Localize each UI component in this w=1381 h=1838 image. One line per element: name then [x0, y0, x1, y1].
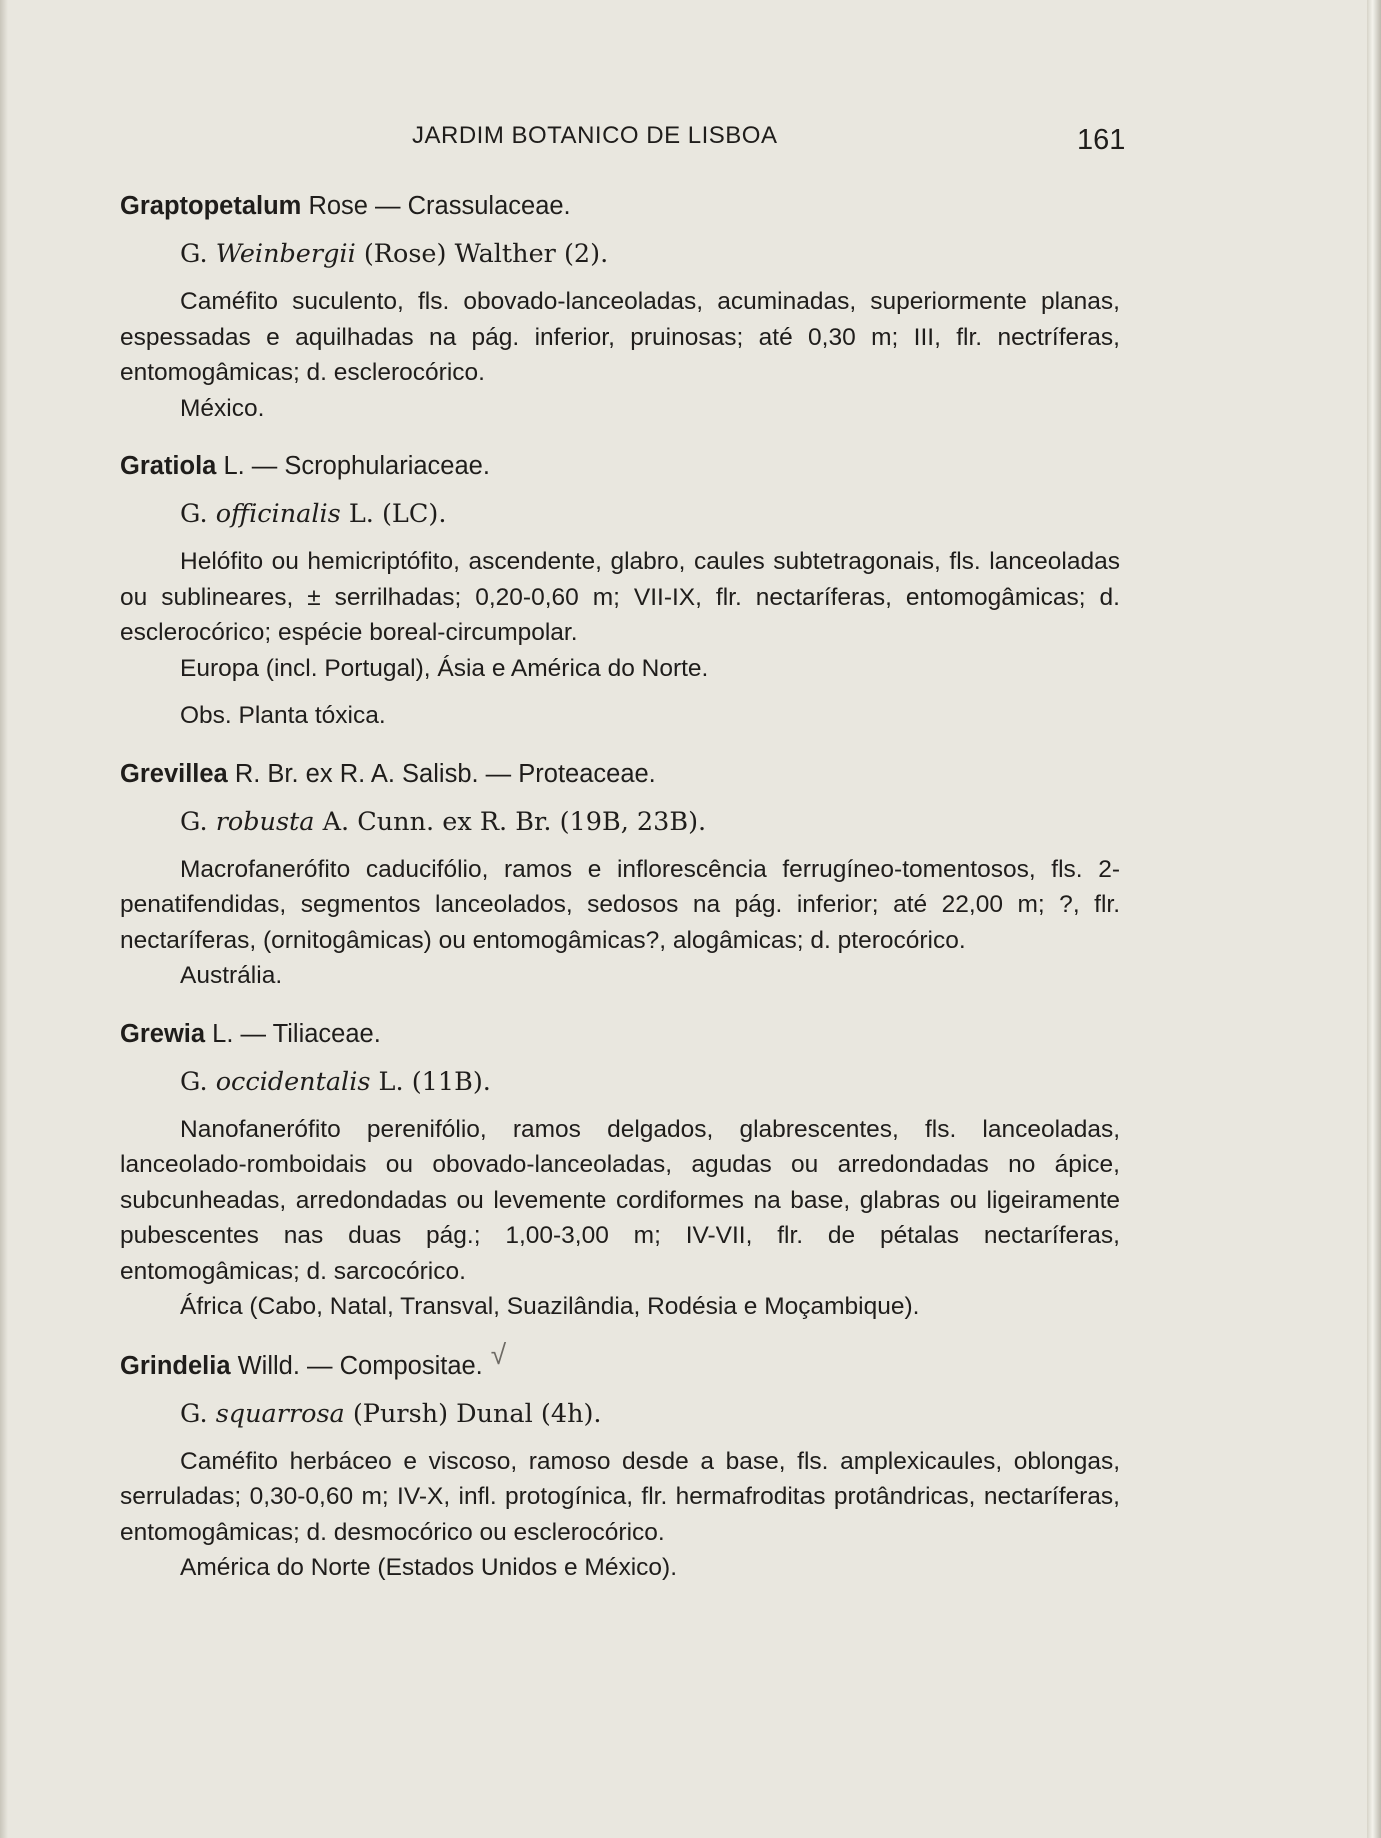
species-observation: Obs. Planta tóxica. [180, 702, 386, 729]
species-description: Helófito ou hemicriptófito, ascendente, glabro, caules subtetragonais, fls. lanceoladas ou sublineares, ± serrilhadas; 0,20-0,60 m; VII-IX, flr. nectaríferas, entomogâmicas; d. esclerocórico; espécie boreal-circumpolar. [120, 548, 1120, 646]
species-prefix: G. [180, 239, 216, 269]
entry-grindelia [120, 1338, 1120, 1586]
genus-name: Graptopetalum [120, 192, 302, 220]
species-prefix: G. [180, 499, 216, 529]
species-authority: A. Cunn. ex R. Br. (19B, 23B). [314, 806, 707, 837]
species-authority: L. (11B). [370, 1066, 491, 1097]
species-name: Weinbergii [215, 239, 356, 269]
genus-authority: R. Br. ex R. A. Salisb. — Proteaceae. [227, 759, 656, 788]
page-number: 161 [1077, 124, 1126, 156]
species-distribution: Europa (incl. Portugal), Ásia e América do Norte. [180, 654, 709, 682]
genus-authority: Willd. — Compositae. [230, 1351, 483, 1380]
species-heading [180, 804, 1120, 840]
page-header [0, 118, 1381, 158]
species-heading [180, 496, 1120, 532]
running-title: JARDIM BOTANICO DE LISBOA [412, 122, 778, 149]
page-edge-right [1367, 0, 1381, 1838]
entry-grevillea [120, 756, 1120, 994]
species-description: Macrofanerófito caducifólio, ramos e inflorescência ferrugíneo-tomentosos, fls. 2-penatifendidas, segmentos lanceolados, sedosos na pág. inferior; até 22,00 m; ?, flr. nectaríferas, (ornitogâmicas) ou entomogâmicas?, alogâmicas; d. pterocórico. [120, 855, 1120, 954]
species-name: squarrosa [215, 1398, 345, 1429]
genus-heading [120, 448, 1120, 484]
species-distribution: África (Cabo, Natal, Transval, Suazilândia, Rodésia e Moçambique). [180, 1293, 920, 1320]
genus-heading [120, 1338, 1120, 1384]
species-prefix: G. [180, 806, 216, 837]
species-description: Nanofanerófito perenifólio, ramos delgados, glabrescentes, fls. lanceoladas, lanceolado-romboidais ou obovado-lanceoladas, agudas ou arredondadas no ápice, subcunheadas, arredondadas ou levemente cordiformes na base, glabras ou ligeiramente pubescentes nas duas pág.; 1,00-3,00 m; IV-VII, flr. de pétalas nectaríferas, entomogâmicas; d. sarcocórico. [120, 1115, 1120, 1285]
check-mark-icon: √ [490, 1338, 507, 1370]
species-authority: (Pursh) Dunal (4h). [344, 1398, 602, 1429]
page-content [120, 188, 1120, 1608]
entry-grewia [120, 1016, 1120, 1325]
page-edge-left [0, 0, 8, 1838]
species-heading [180, 1396, 1120, 1432]
entry-gratiola [120, 448, 1120, 734]
genus-authority: Rose — Crassulaceae. [301, 192, 571, 220]
species-heading [180, 1064, 1120, 1100]
species-distribution: América do Norte (Estados Unidos e México). [180, 1554, 677, 1581]
species-description: Caméfito suculento, fls. obovado-lanceoladas, acuminadas, superiormente planas, espessadas e aquilhadas na pág. inferior, pruinosas; até 0,30 m; III, flr. nectríferas, entomogâmicas; d. esclerocórico. [120, 288, 1120, 386]
species-description: Caméfito herbáceo e viscoso, ramoso desde a base, fls. amplexicaules, oblongas, serruladas; 0,30-0,60 m; IV-X, infl. protogínica, flr. hermafroditas protândricas, nectaríferas, entomogâmicas; d. desmocórico ou esclerocórico. [120, 1447, 1120, 1546]
species-distribution: Austrália. [180, 962, 283, 989]
genus-name: Grewia [120, 1019, 206, 1048]
genus-authority: L. — Tiliaceae. [205, 1019, 381, 1048]
genus-name: Grevillea [120, 759, 228, 788]
genus-name: Grindelia [120, 1351, 231, 1380]
species-authority: L. (LC). [340, 499, 447, 529]
species-distribution: México. [180, 394, 265, 422]
species-prefix: G. [180, 1398, 216, 1429]
species-name: robusta [215, 806, 315, 837]
entry-graptopetalum [120, 188, 1120, 426]
genus-heading [120, 756, 1120, 792]
genus-heading [120, 188, 1120, 224]
species-authority: (Rose) Walther (2). [355, 239, 609, 269]
genus-heading [120, 1016, 1120, 1052]
species-name: occidentalis [215, 1066, 371, 1097]
species-prefix: G. [180, 1066, 216, 1097]
species-name: officinalis [215, 499, 341, 529]
genus-authority: L. — Scrophulariaceae. [216, 452, 490, 480]
species-heading [180, 236, 1120, 272]
genus-name: Gratiola [120, 452, 217, 480]
